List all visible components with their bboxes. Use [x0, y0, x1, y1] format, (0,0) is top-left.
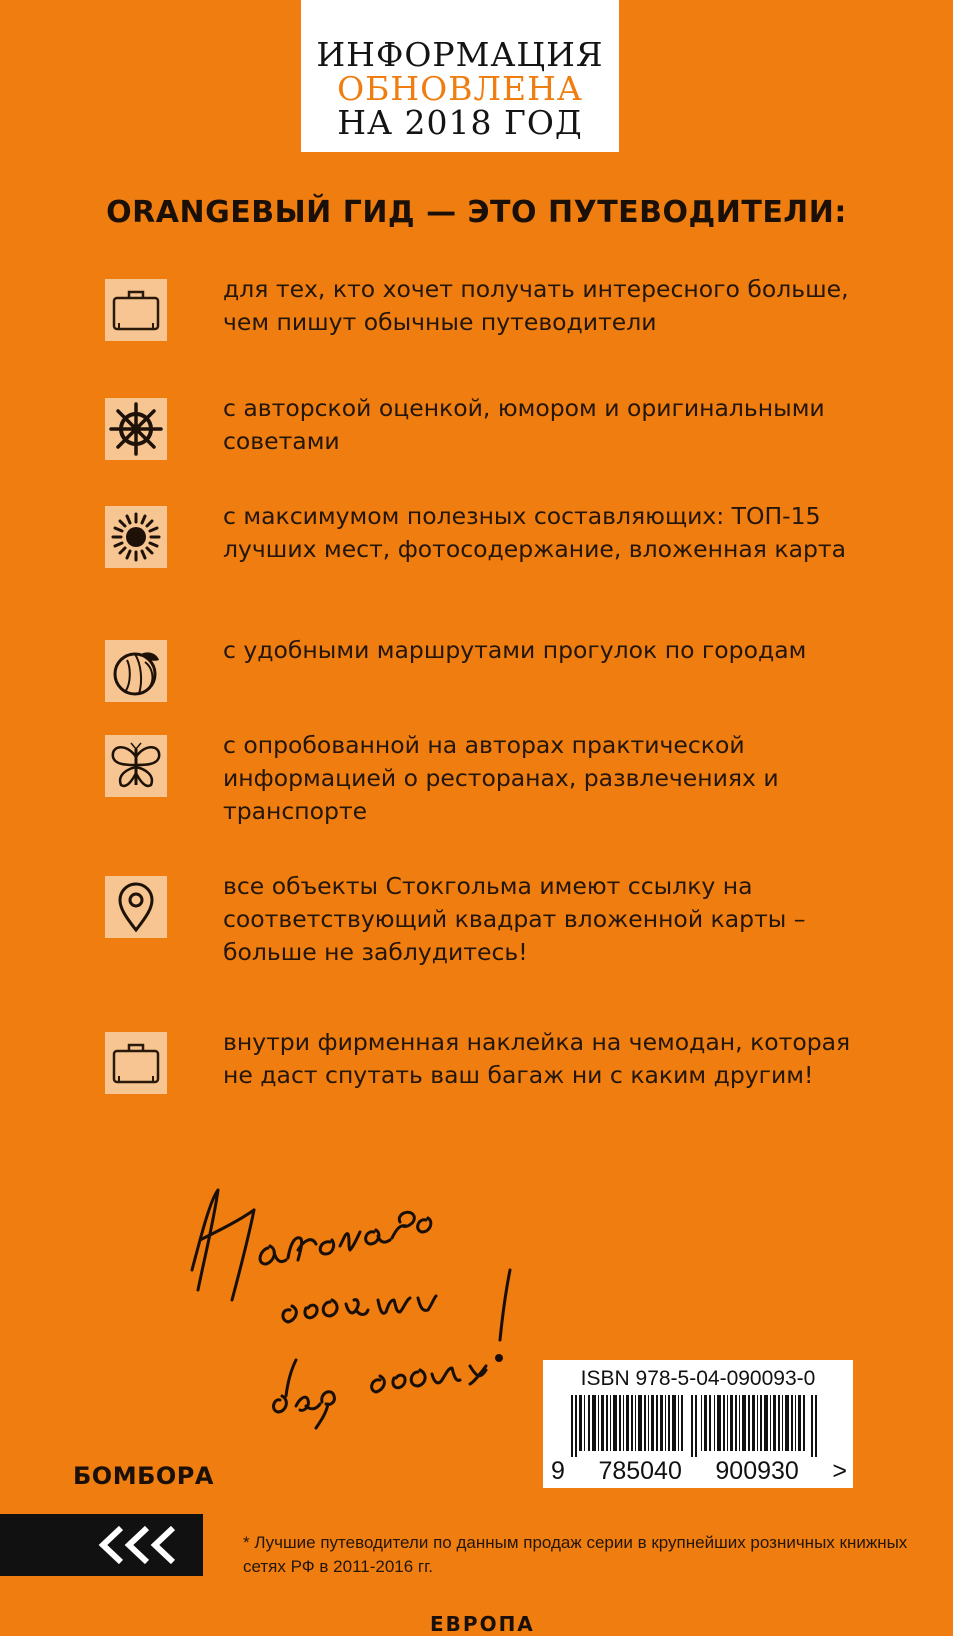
- feature-text: с удобными маршрутами прогулок по городам: [223, 636, 807, 664]
- barcode-digit-group: >: [832, 1457, 847, 1485]
- isbn-text: ISBN 978-5-04-090093-0: [580, 1367, 816, 1390]
- suitcase-icon: [105, 279, 167, 341]
- feature-text: внутри фирменная наклейка на чемодан, которая не даст спутать ваш багаж ни с каким другим!: [223, 1028, 851, 1089]
- feature-text: с максимумом полезных составляющих: ТОП-15 лучших мест, фотосодержание, вложенная карта: [223, 502, 846, 563]
- barcode-block: [543, 1360, 853, 1488]
- headline: ORANGEВЫЙ ГИД — ЭТО ПУТЕВОДИТЕЛИ:: [106, 195, 847, 230]
- feature-text: все объекты Стокгольма имеют ссылку на соответствующий квадрат вложенной карты – больше не заблудитесь!: [223, 872, 806, 966]
- ship-wheel-icon: [105, 398, 167, 460]
- orange-fruit-icon: [105, 640, 167, 702]
- barcode-digits: [551, 1457, 847, 1486]
- barcode-digit-group: 900930: [715, 1457, 799, 1485]
- butterfly-icon: [105, 735, 167, 797]
- barcode-bars: [571, 1395, 823, 1457]
- info-line-2: ОБНОВЛЕНА: [337, 69, 583, 108]
- barcode-digit-group: 9: [551, 1457, 565, 1485]
- handwritten-slogan: [170, 1160, 590, 1460]
- map-pin-icon: [105, 876, 167, 938]
- feature-text: с опробованной на авторах практической информацией о ресторанах, развлечениях и транспорте: [223, 731, 779, 825]
- feature-text: для тех, кто хочет получать интересного больше, чем пишут обычные путеводители: [223, 275, 849, 336]
- feature-item: [105, 502, 905, 626]
- info-line-1: ИНФОРМАЦИЯ: [316, 35, 604, 74]
- publisher-logo: БОМБОРА: [73, 1462, 214, 1490]
- feature-text: с авторской оценкой, юмором и оригинальными советами: [223, 394, 825, 455]
- info-line-3: НА 2018 ГОД: [337, 103, 583, 142]
- bottom-cut-text: ЕВРОПА: [430, 1612, 535, 1636]
- sun-icon: [105, 506, 167, 568]
- suitcase-icon: [105, 1032, 167, 1094]
- feature-item: [105, 275, 905, 399]
- feature-item: [105, 872, 905, 996]
- triple-chevron-left-icon: [97, 1525, 192, 1565]
- footnote: * Лучшие путеводители по данным продаж серии в крупнейших розничных книжных сетях РФ в 2011-2016 гг.: [243, 1533, 908, 1576]
- barcode-digit-group: 785040: [598, 1457, 682, 1485]
- feature-item: [105, 731, 905, 855]
- feature-item: [105, 1028, 905, 1152]
- arrow-bar: [0, 1514, 203, 1576]
